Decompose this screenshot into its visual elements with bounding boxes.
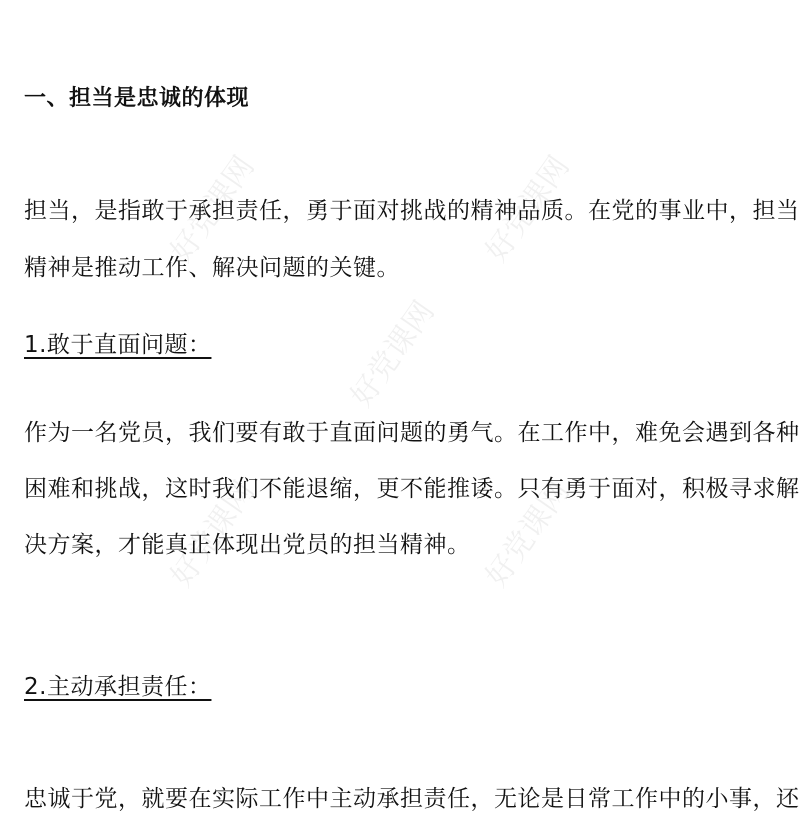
subsection-title: 1.敢于直面问题：	[24, 332, 212, 358]
subsection-title: 2.主动承担责任：	[24, 674, 212, 700]
paragraph-line: 决方案，才能真正体现出党员的担当精神。	[24, 532, 471, 558]
watermark: 好党课网	[479, 474, 577, 594]
paragraph-line: 困难和挑战，这时我们不能退缩，更不能推诿。只有勇于面对，积极寻求解	[24, 476, 800, 502]
section-heading: 一、担当是忠诚的体现	[24, 86, 250, 111]
watermark: 好党课网	[164, 474, 262, 594]
watermark: 好党课网	[479, 149, 577, 269]
watermark: 好党课网	[344, 294, 442, 414]
paragraph-line: 作为一名党员，我们要有敢于直面问题的勇气。在工作中，难免会遇到各种	[24, 420, 800, 446]
watermark: 好党课网	[164, 149, 262, 269]
paragraph-line: 忠诚于党，就要在实际工作中主动承担责任，无论是日常工作中的小事，还	[24, 786, 800, 812]
paragraph-line: 担当，是指敢于承担责任，勇于面对挑战的精神品质。在党的事业中，担当	[24, 198, 800, 224]
paragraph-line: 精神是推动工作、解决问题的关键。	[24, 255, 400, 281]
